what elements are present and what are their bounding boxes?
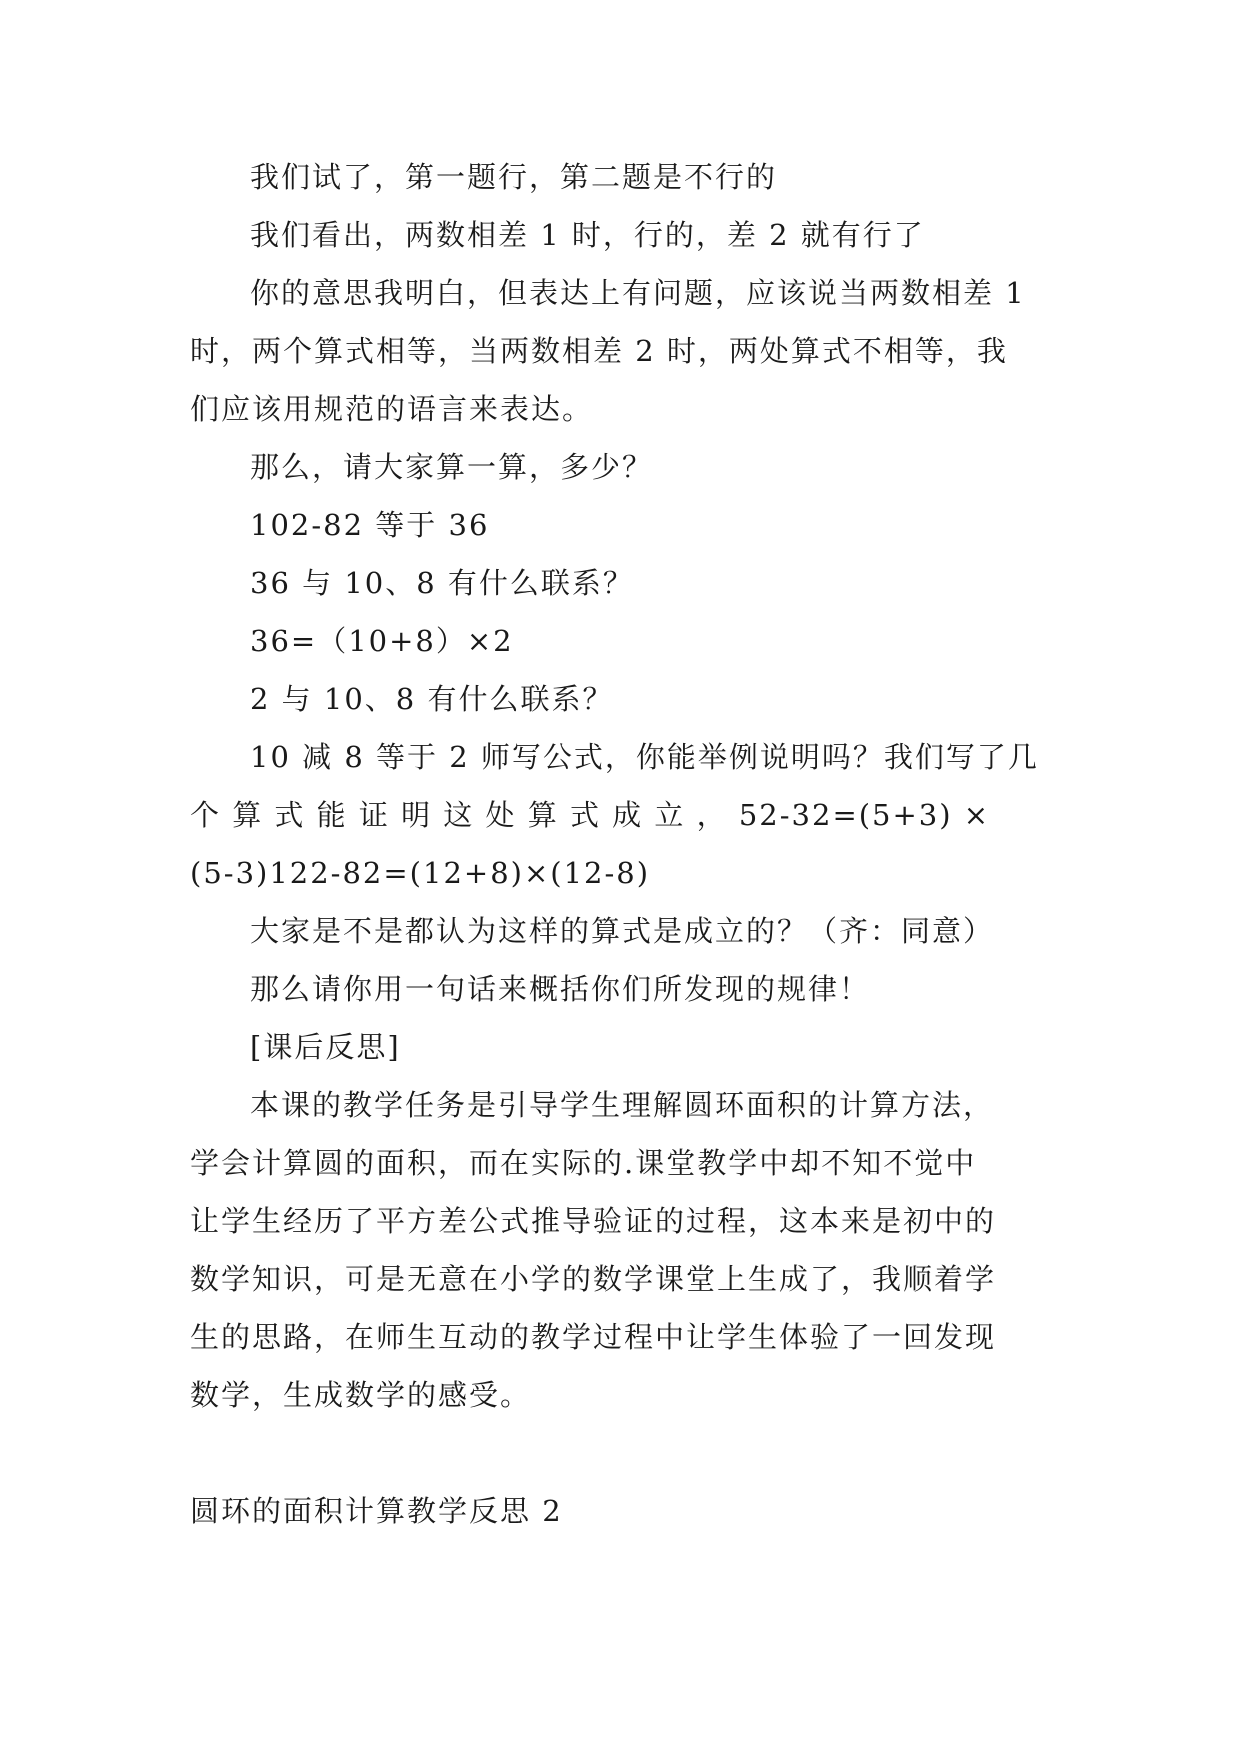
section-title: 圆环的面积计算教学反思 2 [190,1494,563,1528]
blank-line [190,1424,1060,1482]
paragraph-line: 生的思路，在师生互动的教学过程中让学生体验了一回发现 [190,1320,997,1354]
paragraph-line: 36 与 10、8 有什么联系？ [250,566,634,600]
paragraph-line: [课后反思] [250,1030,401,1064]
paragraph-line: 们应该用规范的语言来表达。 [190,392,594,426]
paragraph-line: 数学知识，可是无意在小学的数学课堂上生成了，我顺着学 [190,1262,997,1296]
document-body [190,148,1060,1540]
paragraph-line: 36=（10+8）×2 [250,624,514,658]
paragraph-line: 大家是不是都认为这样的算式是成立的？（齐：同意） [250,914,995,948]
paragraph-line: 你的意思我明白，但表达上有问题，应该说当两数相差 1 [250,276,1026,310]
paragraph-line: 数学，生成数学的感受。 [190,1378,532,1412]
paragraph-line: 2 与 10、8 有什么联系？ [250,682,614,716]
paragraph-line: 时，两个算式相等，当两数相差 2 时，两处算式不相等，我 [190,334,1008,368]
paragraph-line: 10 减 8 等于 2 师写公式，你能举例说明吗？我们写了几 [250,740,1039,774]
paragraph-line: 那么请你用一句话来概括你们所发现的规律！ [250,972,871,1006]
paragraph-line: 我们看出，两数相差 1 时，行的，差 2 就有行了 [250,218,925,252]
paragraph-line: 我们试了，第一题行，第二题是不行的 [250,160,778,194]
paragraph-line: 本课的教学任务是引导学生理解圆环面积的计算方法， [250,1088,995,1122]
paragraph-line: 102-82 等于 36 [250,508,490,542]
paragraph-line: (5-3)122-82=(12+8)×(12-8) [190,856,651,890]
paragraph-line: 个 算 式 能 证 明 这 处 算 式 成 立 ， 52-32=(5+3) × [190,798,991,832]
paragraph-line: 让学生经历了平方差公式推导验证的过程，这本来是初中的 [190,1204,997,1238]
paragraph-line: 学会计算圆的面积，而在实际的.课堂教学中却不知不觉中 [190,1146,977,1180]
paragraph-line: 那么，请大家算一算，多少？ [250,450,654,484]
